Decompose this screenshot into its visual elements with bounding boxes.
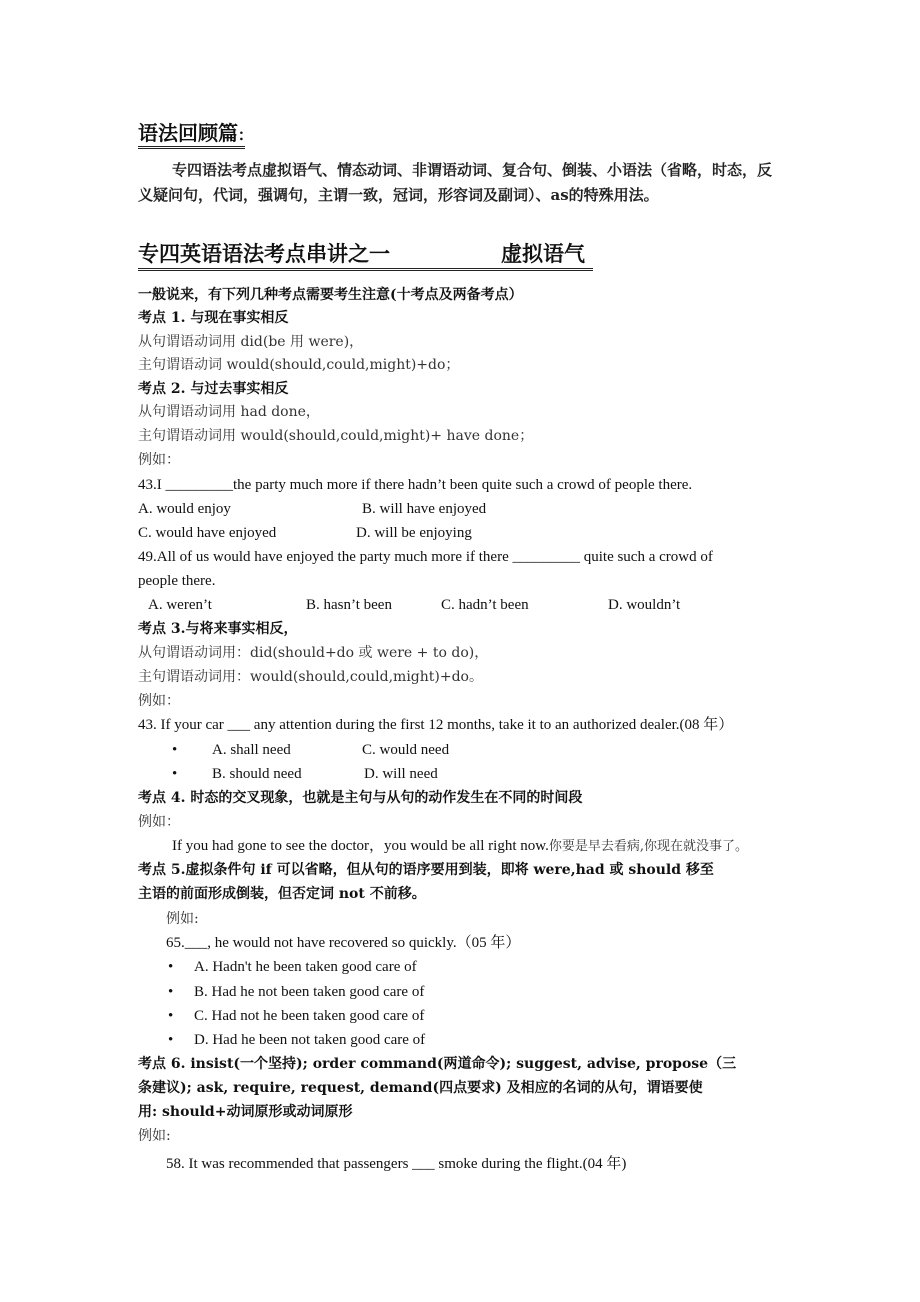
bullet: • <box>172 766 178 782</box>
question-65-option-d: D. Had he been not taken good care of <box>194 1032 426 1048</box>
question-43a-stem: 43.I _________the party much more if there hadn’t been quite such a crowd of people there. <box>138 477 693 493</box>
point-5-line-2: 主语的前面形成倒装，但否定词 not 不前移。 <box>138 886 426 902</box>
question-49-stem-1: 49.All of us would have enjoyed the party much more if there _________ quite such a crowd of <box>138 549 713 565</box>
point-2-title: 考点 2. 与过去事实相反 <box>138 381 289 397</box>
point-4-title: 考点 4. 时态的交叉现象，也就是主句与从句的动作发生在不同的时间段 <box>138 790 583 806</box>
point-1-line-2: 主句谓语动词 would(should,could,might)+do； <box>138 357 460 373</box>
point-1-title: 考点 1. 与现在事实相反 <box>138 310 289 326</box>
chapter-heading-right: 虚拟语气 <box>501 241 585 266</box>
example-label: 例如： <box>138 693 180 709</box>
chapter-heading-left: 专四英语语法考点串讲之一 <box>138 241 390 266</box>
question-43a-option-a: A. would enjoy <box>138 501 231 517</box>
bullet: • <box>168 984 174 1000</box>
question-49-option-b: B. hasn’t been <box>306 597 392 613</box>
question-65-stem: 65.___, he would not have recovered so quickly.（05 年） <box>166 935 521 951</box>
question-43a-option-b: B. will have enjoyed <box>362 501 487 517</box>
point-3-line-1: 从句谓语动词用：did(should+do 或 were + to do)， <box>138 645 489 661</box>
point-4-example <box>172 836 748 857</box>
overview-text: 一般说来，有下列几种考点需要考生注意(十考点及两备考点） <box>138 287 523 303</box>
question-58-stem: 58. It was recommended that passengers ___ smoke during the flight.(04 年) <box>166 1156 627 1172</box>
question-43a-option-d: D. will be enjoying <box>356 525 472 541</box>
question-43b-option-d: D. will need <box>364 766 438 782</box>
point-2-line-1: 从句谓语动词用 had done， <box>138 404 320 420</box>
bullet: • <box>172 742 178 758</box>
chapter-heading <box>138 240 593 271</box>
intro-paragraph: 专四语法考点虚拟语气、情态动词、非谓语动词、复合句、倒装、小语法（省略，时态，反义疑问句，代词，强调句，主谓一致，冠词，形容词及副词）、as的特殊用法。 <box>138 161 773 204</box>
question-65-option-b: B. Had he not been taken good care of <box>194 984 425 1000</box>
bullet: • <box>168 959 174 975</box>
section-title <box>138 120 245 149</box>
question-65-option-a: A. Hadn't he been taken good care of <box>194 959 417 975</box>
bullet: • <box>168 1008 174 1024</box>
point-1-line-1: 从句谓语动词用 did(be 用 were)， <box>138 334 364 350</box>
point-5-line-1: 考点 5.虚拟条件句 if 可以省略，但从句的语序要用到装，即将 were,had 或 should 移至 <box>138 862 714 878</box>
point-2-line-2: 主句谓语动词用 would(should,could,might)+ have done； <box>138 428 534 444</box>
question-43b-stem: 43. If your car ___ any attention during the first 12 months, take it to an authorized dealer.(08 年） <box>138 717 734 733</box>
example-label: 例如： <box>138 452 180 468</box>
question-49-option-d: D. wouldn’t <box>608 597 681 613</box>
question-49-stem-2: people there. <box>138 573 216 589</box>
question-43b-option-b: B. should need <box>212 766 302 782</box>
point-6-line-2: 条建议); ask, require, request, demand(四点要求) 及相应的名词的从句，谓语要使 <box>138 1080 703 1096</box>
question-65-option-c: C. Had not he been taken good care of <box>194 1008 425 1024</box>
question-43b-option-a: A. shall need <box>212 742 291 758</box>
example-label: 例如： <box>138 814 180 830</box>
point-6-line-3: 用: should+动词原形或动词原形 <box>138 1104 353 1120</box>
example-label: 例如: <box>138 1128 171 1144</box>
point-3-title: 考点 3.与将来事实相反， <box>138 621 298 637</box>
title-colon: : <box>238 121 245 145</box>
example-chinese: 你要是早去看病,你现在就没事了。 <box>548 839 749 854</box>
question-43b-option-c: C. would need <box>362 742 450 758</box>
bullet: • <box>168 1032 174 1048</box>
example-label: 例如: <box>166 911 199 927</box>
point-6-line-1: 考点 6. insist(一个坚持); order command(两道命令); suggest, advise, propose（三 <box>138 1056 737 1072</box>
question-49-option-a: A. weren’t <box>148 597 212 613</box>
question-49-option-c: C. hadn’t been <box>441 597 529 613</box>
section-title-text: 语法回顾篇 <box>138 121 238 145</box>
question-43a-option-c: C. would have enjoyed <box>138 525 277 541</box>
example-english: If you had gone to see the doctor，you would be all right now. <box>172 838 549 854</box>
point-3-line-2: 主句谓语动词用：would(should,could,might)+do。 <box>138 669 483 685</box>
